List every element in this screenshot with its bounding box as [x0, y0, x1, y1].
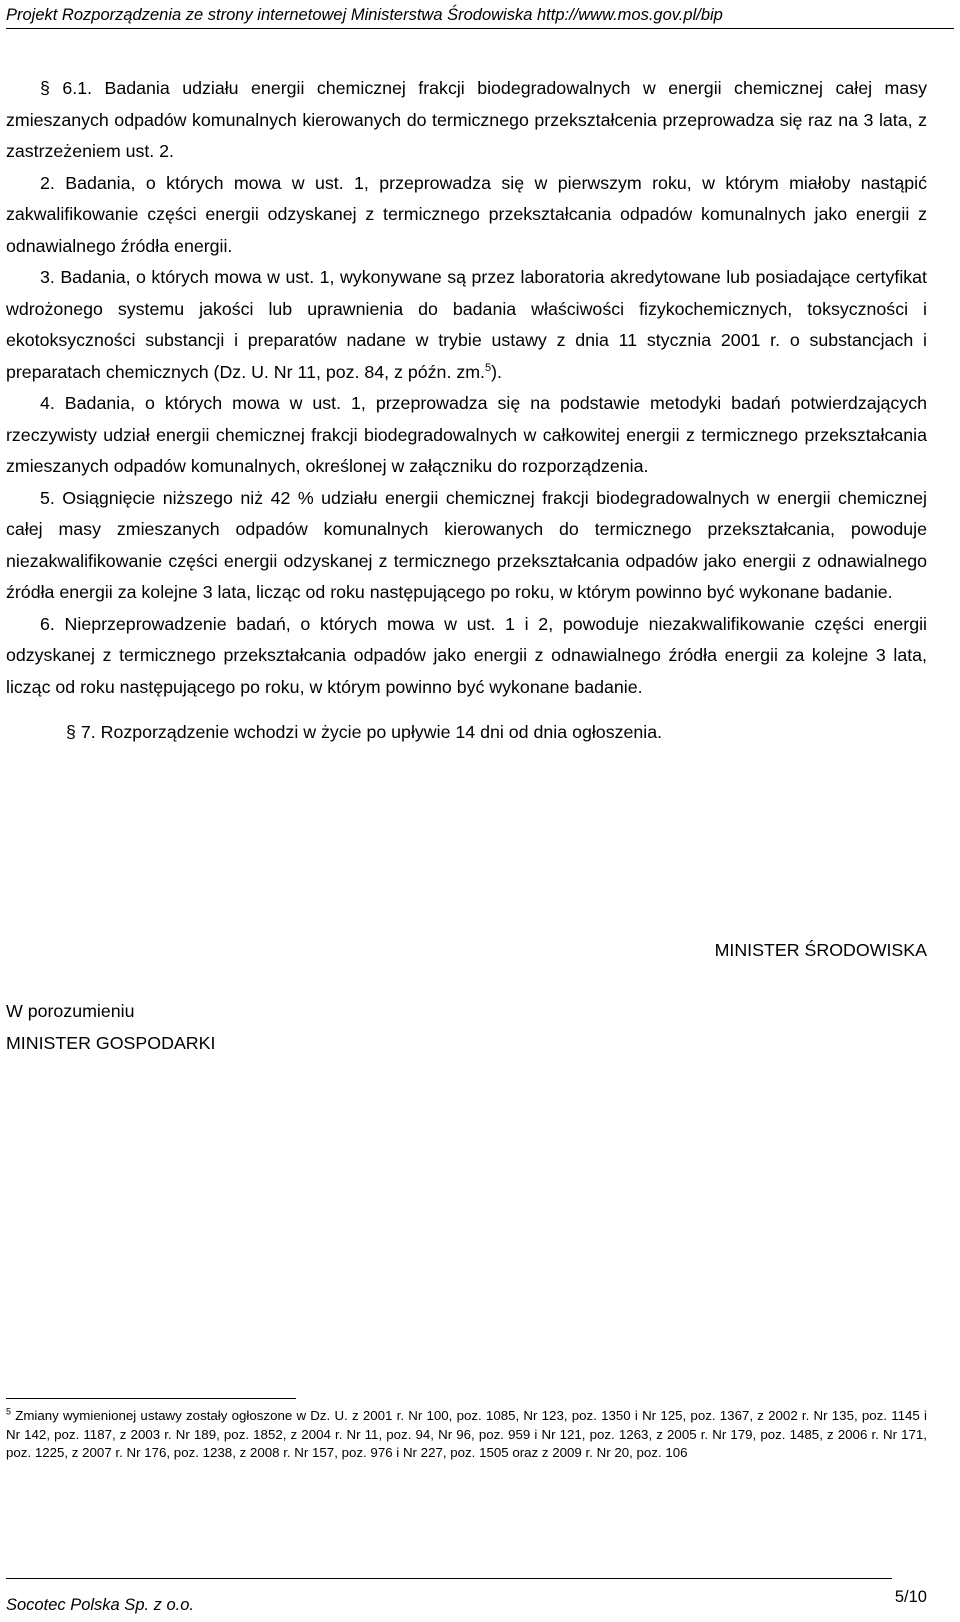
- footer-divider: [6, 1578, 892, 1579]
- page-header: Projekt Rozporządzenia ze strony internetowej Ministerstwa Środowiska http://www.mos.gov.pl/bip: [6, 6, 723, 24]
- paragraph-6-3: [6, 262, 927, 388]
- header-divider: [6, 28, 954, 29]
- footnote-divider: [6, 1398, 296, 1399]
- minister-signature: MINISTER ŚRODOWISKA: [714, 940, 927, 960]
- footnote-text: Zmiany wymienionej ustawy zostały ogłoszone w Dz. U. z 2001 r. Nr 100, poz. 1085, Nr 123, poz. 1350 i Nr 125, poz. 1367, z 2002 r. Nr 135, poz. 1145 i Nr 142, poz. 1187, z 2003 r. Nr 189, poz. 1852, z 2004 r. Nr 11, poz. 94, Nr 96, poz. 959 i Nr 121, poz. 1263, z 2005 r. Nr 179, poz. 1485, z 2006 r. Nr 171, poz. 1225, z 2007 r. Nr 176, poz. 1238, z 2008 r. Nr 157, poz. 976 i Nr 227, poz. 1505 oraz z 2009 r. Nr 20, poz. 106: [6, 1408, 927, 1461]
- agreement-line-1: W porozumieniu: [6, 1001, 135, 1021]
- paragraph-6-3-text: 3. Badania, o których mowa w ust. 1, wykonywane są przez laboratoria akredytowane lub posiadające certyfikat wdrożonego systemu jakości lub uprawnienia do badania właściwości fizykochemicznych, toksyczności i ekotoksyczności substancji i preparatów nadane w trybie ustawy z dnia 11 stycznia 2001 r. o substancjach i preparatach chemicznych (Dz. U. Nr 11, poz. 84, z późn. zm.: [6, 267, 927, 382]
- paragraph-6-3-end: ).: [491, 361, 502, 382]
- paragraph-6-6: 6. Nieprzeprowadzenie badań, o których mowa w ust. 1 i 2, powoduje niezakwalifikowanie części energii odzyskanej z termicznego przekształcania odpadów jako energii z odnawialnego źródła energii za kolejne 3 lata, licząc od roku następującego po roku, w którym powinno być wykonane badanie.: [6, 613, 927, 697]
- agreement-signature: [6, 996, 215, 1059]
- footnote: [6, 1407, 927, 1463]
- paragraph-6-4: 4. Badania, o których mowa w ust. 1, przeprowadza się na podstawie metodyki badań potwierdzających rzeczywisty udział energii chemicznej frakcji biodegradowalnych w całkowitej energii z termicznego przekształcania zmieszanych odpadów komunalnych, określonej w załączniku do rozporządzenia.: [6, 393, 927, 476]
- paragraph-6-1: § 6.1. Badania udziału energii chemicznej frakcji biodegradowalnych w energii chemicznej całej masy zmieszanych odpadów komunalnych kierowanych do termicznego przekształcenia przeprowadza się raz na 3 lata, z zastrzeżeniem ust. 2.: [6, 78, 927, 161]
- page-number: 5/10: [894, 1588, 927, 1606]
- footnote-number: 5: [6, 1406, 12, 1417]
- paragraph-6-5: 5. Osiągnięcie niższego niż 42 % udziału energii chemicznej frakcji biodegradowalnych w energii chemicznej całej masy zmieszanych odpadów komunalnych kierowanych do termicznego przekształcania, powoduje niezakwalifikowanie części energii odzyskanej z termicznego przekształcania odpadów jako energii z odnawialnego źródła energii za kolejne 3 lata, licząc od roku następującego po roku, w którym powinno być wykonane badanie.: [6, 487, 927, 602]
- footnote-reference: 5: [484, 361, 492, 374]
- document-body: [6, 73, 927, 749]
- paragraph-7: § 7. Rozporządzenie wchodzi w życie po upływie 14 dni od dnia ogłoszenia.: [66, 722, 663, 742]
- paragraph-6-2: 2. Badania, o których mowa w ust. 1, przeprowadza się w pierwszym roku, w którym miałoby nastąpić zakwalifikowanie części energii odzyskanej z termicznego przekształcania odpadów komunalnych jako energii z odnawialnego źródła energii.: [6, 172, 927, 256]
- footer-company: Socotec Polska Sp. z o.o.: [6, 1596, 195, 1614]
- agreement-line-2: MINISTER GOSPODARKI: [6, 1032, 216, 1053]
